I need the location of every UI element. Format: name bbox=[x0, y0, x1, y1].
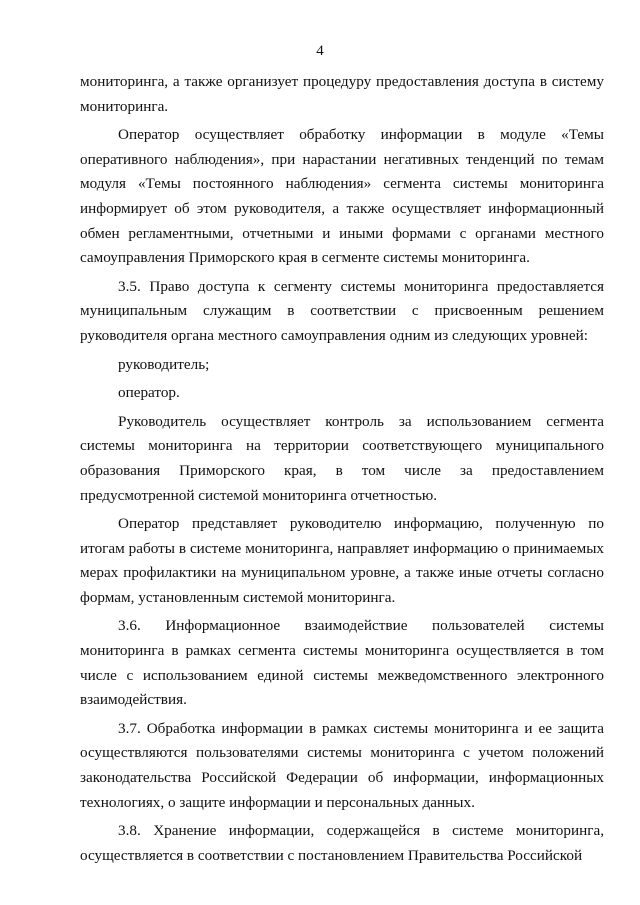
list-item-operator: оператор. bbox=[118, 384, 180, 402]
paragraph-leader-control: Руководитель осуществляет контроль за использованием сегмента системы мониторинга на территории соответствующего муниципального образования Приморского края, в том числе за предоставлением предусмотренной системой мониторинга отчетностью. bbox=[80, 412, 604, 504]
paragraph-continuation: мониторинга, а также организует процедуру предоставления доступа в систему мониторинга. bbox=[80, 73, 604, 115]
paragraph-operator-processing: Оператор осуществляет обработку информации в модуле «Темы оперативного наблюдения», при нарастании негативных тенденций по темам модуля «Темы постоянного наблюдения» сегмента системы мониторинга информирует об этом руководителя, а также осуществляет информационный обмен регламентными, отчетными и иными формами с органами местного самоуправления Приморского края в сегменте системы мониторинга. bbox=[80, 126, 604, 267]
page-number: 4 bbox=[316, 43, 324, 59]
list-item-leader: руководитель; bbox=[118, 355, 210, 373]
document-body bbox=[80, 70, 604, 872]
paragraph-3-8: 3.8. Хранение информации, содержащейся в системе мониторинга, осуществляется в соответствии с постановлением Правительства Российской bbox=[80, 822, 604, 864]
paragraph-3-7: 3.7. Обработка информации в рамках системы мониторинга и ее защита осуществляются пользователями системы мониторинга с учетом положений законодательства Российской Федерации об информации, информационных технологиях, о защите информации и персональных данных. bbox=[80, 719, 604, 811]
paragraph-3-6: 3.6. Информационное взаимодействие пользователей системы мониторинга в рамках сегмента системы мониторинга осуществляется в том числе с использованием единой системы межведомственного электронного взаимодействия. bbox=[80, 617, 604, 709]
paragraph-3-5: 3.5. Право доступа к сегменту системы мониторинга предоставляется муниципальным служащим в соответствии с присвоенным решением руководителя органа местного самоуправления одним из следующих уровней: bbox=[80, 277, 604, 344]
paragraph-operator-reports: Оператор представляет руководителю информацию, полученную по итогам работы в системе мониторинга, направляет информацию о принимаемых мерах профилактики на муниципальном уровне, а также иные отчеты согласно формам, установленным системой мониторинга. bbox=[80, 515, 604, 606]
